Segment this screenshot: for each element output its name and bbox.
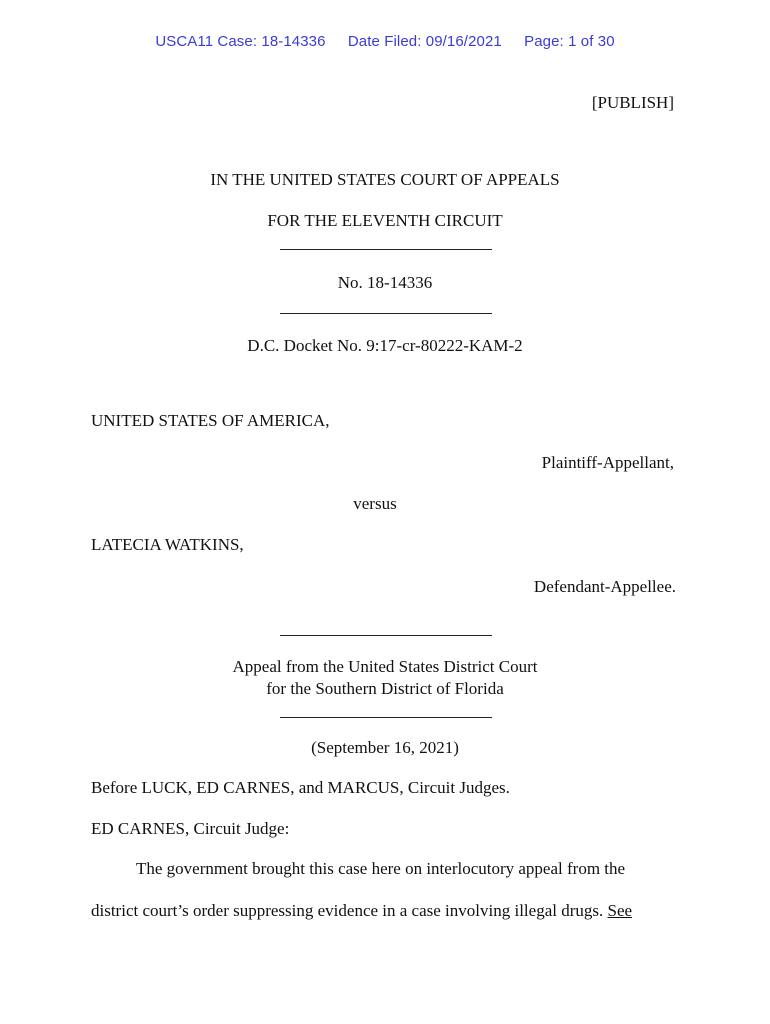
circuit-name: FOR THE ELEVENTH CIRCUIT <box>267 211 503 230</box>
body-paragraph-line2 <box>91 901 632 921</box>
appeal-source-line2: for the Southern District of Florida <box>266 679 504 698</box>
opinion-author: ED CARNES, Circuit Judge: <box>91 819 290 838</box>
defendant-role: Defendant-Appellee. <box>533 577 676 596</box>
page-count-stamp: Page: 1 of 30 <box>524 33 615 50</box>
decision-date: (September 16, 2021) <box>311 738 459 757</box>
defendant-name: LATECIA WATKINS, <box>91 535 244 554</box>
docket-number: D.C. Docket No. 9:17-cr-80222-KAM-2 <box>247 336 523 355</box>
case-number: No. 18-14336 <box>337 273 433 292</box>
panel-line: Before LUCK, ED CARNES, and MARCUS, Circuit Judges. <box>91 778 510 797</box>
plaintiff-role: Plaintiff-Appellant, <box>541 453 674 472</box>
divider-rule <box>280 717 492 718</box>
appeal-source-line1: Appeal from the United States District Court <box>232 657 538 676</box>
court-name: IN THE UNITED STATES COURT OF APPEALS <box>210 170 560 189</box>
body-text: district court’s order suppressing evidence in a case involving illegal drugs. <box>91 901 604 920</box>
citation-signal-see: See <box>607 901 633 920</box>
versus-label: versus <box>353 494 397 513</box>
divider-rule <box>280 249 492 250</box>
publish-tag: [PUBLISH] <box>591 93 674 112</box>
plaintiff-name: UNITED STATES OF AMERICA, <box>91 411 330 430</box>
filing-header <box>0 33 770 50</box>
case-number-stamp: USCA11 Case: 18-14336 <box>155 33 326 50</box>
divider-rule <box>280 635 492 636</box>
divider-rule <box>280 313 492 314</box>
date-filed-stamp: Date Filed: 09/16/2021 <box>347 33 502 50</box>
body-paragraph-line1: The government brought this case here on interlocutory appeal from the <box>136 859 626 878</box>
